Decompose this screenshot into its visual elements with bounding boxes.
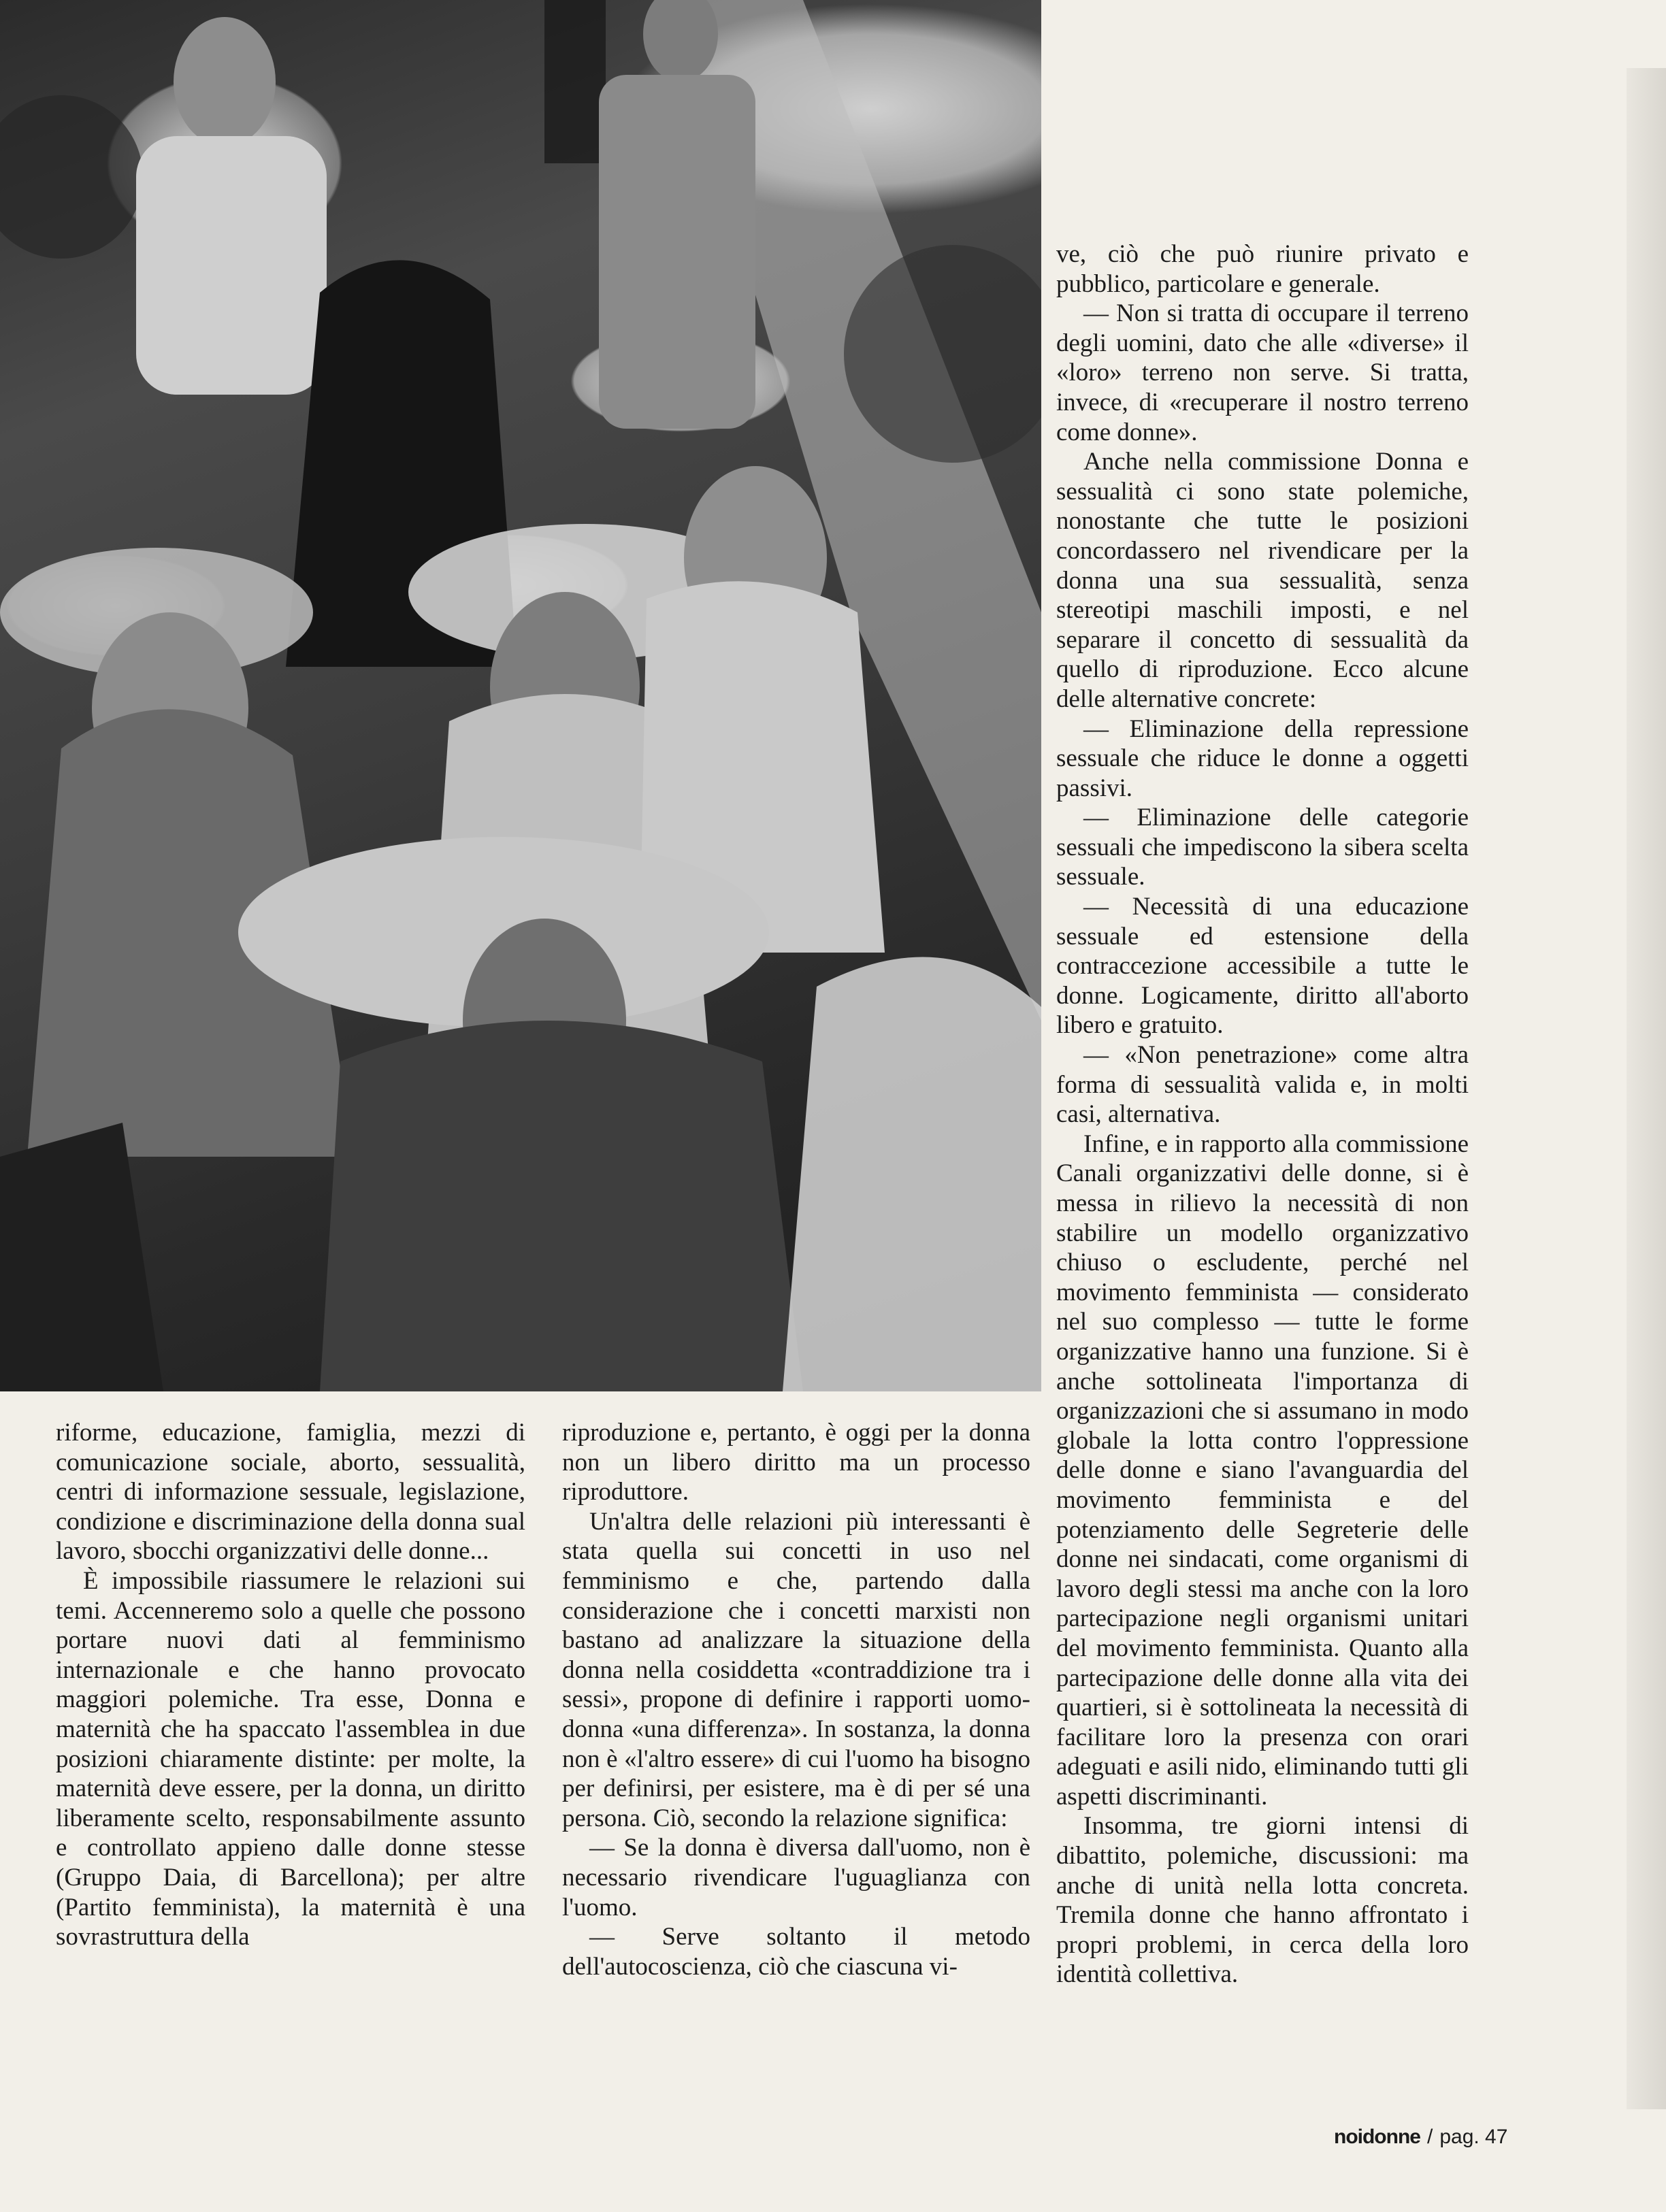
photo-illustration [0, 0, 1041, 1391]
paragraph: Insomma, tre giorni intensi di dibattito, polemiche, discussioni: ma anche di unità nella lotta concreta. Tremila donne che hanno affrontato i propri problemi, in cerca della loro identità collettiva. [1056, 1812, 1469, 1989]
paragraph: Un'altra delle relazioni più interessanti è stata quella sui concetti in uso nel femminismo e che, partendo dalla considerazione che i concetti marxisti non bastano ad analizzare la situazione della donna nella cosiddetta «contraddizione tra i sessi», propone di definire i rapporti uomo-donna «una differenza». In sostanza, la donna non è «l'altro essere» di cui l'uomo ha bisogno per definirsi, per esistere, ma è di per sé una persona. Ciò, secondo la relazione significa: [562, 1507, 1030, 1832]
right-column-top [1056, 240, 1469, 1990]
footer-separator: / [1426, 2126, 1433, 2148]
middle-column [562, 1418, 1030, 1981]
magazine-name: noidonne [1334, 2126, 1420, 2148]
article-photo [0, 0, 1041, 1391]
paragraph: ve, ciò che può riunire privato e pubblico, particolare e generale. [1056, 240, 1469, 298]
paragraph: — Serve soltanto il metodo dell'autocoscienza, ciò che ciascuna vi- [562, 1923, 1030, 1981]
paragraph: — Eliminazione della repressione sessuale che riduce le donne a oggetti passivi. [1056, 714, 1469, 802]
page-number: pag. 47 [1439, 2126, 1508, 2148]
paragraph: riproduzione e, pertanto, è oggi per la donna non un libero diritto ma un processo riproduttore. [562, 1419, 1030, 1506]
paragraph: — Se la donna è diversa dall'uomo, non è necessario rivendicare l'uguaglianza con l'uomo. [562, 1834, 1030, 1921]
page-footer [1334, 2126, 1538, 2149]
paragraph: riforme, educazione, famiglia, mezzi di comunicazione sociale, aborto, sessualità, centri di informazione sessuale, legislazione, condizione e discriminazione della donna sual lavoro, sbocchi organizzativi delle donne... [56, 1419, 525, 1566]
paragraph: — Eliminazione delle categorie sessuali che impediscono la sibera scelta sessuale. [1056, 804, 1469, 891]
paragraph: — «Non penetrazione» come altra forma di sessualità valida e, in molti casi, alternativa. [1056, 1041, 1469, 1129]
paragraph: Anche nella commissione Donna e sessualità ci sono state polemiche, nonostante che tutte le posizioni concordassero nel rivendicare per la donna una sua sessualità, senza stereotipi maschili imposti, e nel separare il concetto di sessualità da quello di riproduzione. Ecco alcune delle alternative concrete: [1056, 448, 1469, 713]
paragraph: È impossibile riassumere le relazioni sui temi. Accenneremo solo a quelle che possono portare nuovi dati al femminismo internazionale e che hanno provocato maggiori polemiche. Tra esse, Donna e maternità che ha spaccato l'assemblea in due posizioni chiaramente distinte: per molte, la maternità deve essere, per la donna, un diritto liberamente scelto, responsabilmente assunto e controllato appieno dalle donne stesse (Gruppo Daia, di Barcellona); per altre (Partito femminista), la maternità è una sovrastruttura della [56, 1566, 525, 1951]
left-column [56, 1418, 525, 1952]
page-edge [1627, 68, 1666, 2109]
paragraph: — Non si tratta di occupare il terreno degli uomini, dato che alle «diverse» il «loro» terreno non serve. Si tratta, invece, di «recuperare il nostro terreno come donne». [1056, 299, 1469, 446]
paragraph: — Necessità di una educazione sessuale ed estensione della contraccezione accessibile a tutte le donne. Logicamente, diritto all'aborto libero e gratuito. [1056, 893, 1469, 1040]
paragraph: Infine, e in rapporto alla commissione Canali organizzativi delle donne, si è messa in rilievo la necessità di non stabilire un modello organizzativo chiuso o escludente, perché nel movimento femminista — considerato nel suo complesso — tutte le forme organizzative hanno una funzione. Si è anche sottolineata l'importanza di organizzazioni che si assumano in modo globale la lotta contro l'oppressione delle donne e siano l'avanguardia del movimento femminista e del potenziamento delle Segreterie delle donne nei sindacati, come organismi di lavoro degli stessi ma anche con la loro partecipazione negli organismi unitari del movimento femminista. Quanto alla partecipazione delle donne alla vita dei quartieri, si è sottolineata la necessità di facilitare loro la presenza con orari adeguati e asili nido, eliminando tutti gli aspetti discriminanti. [1056, 1129, 1469, 1811]
